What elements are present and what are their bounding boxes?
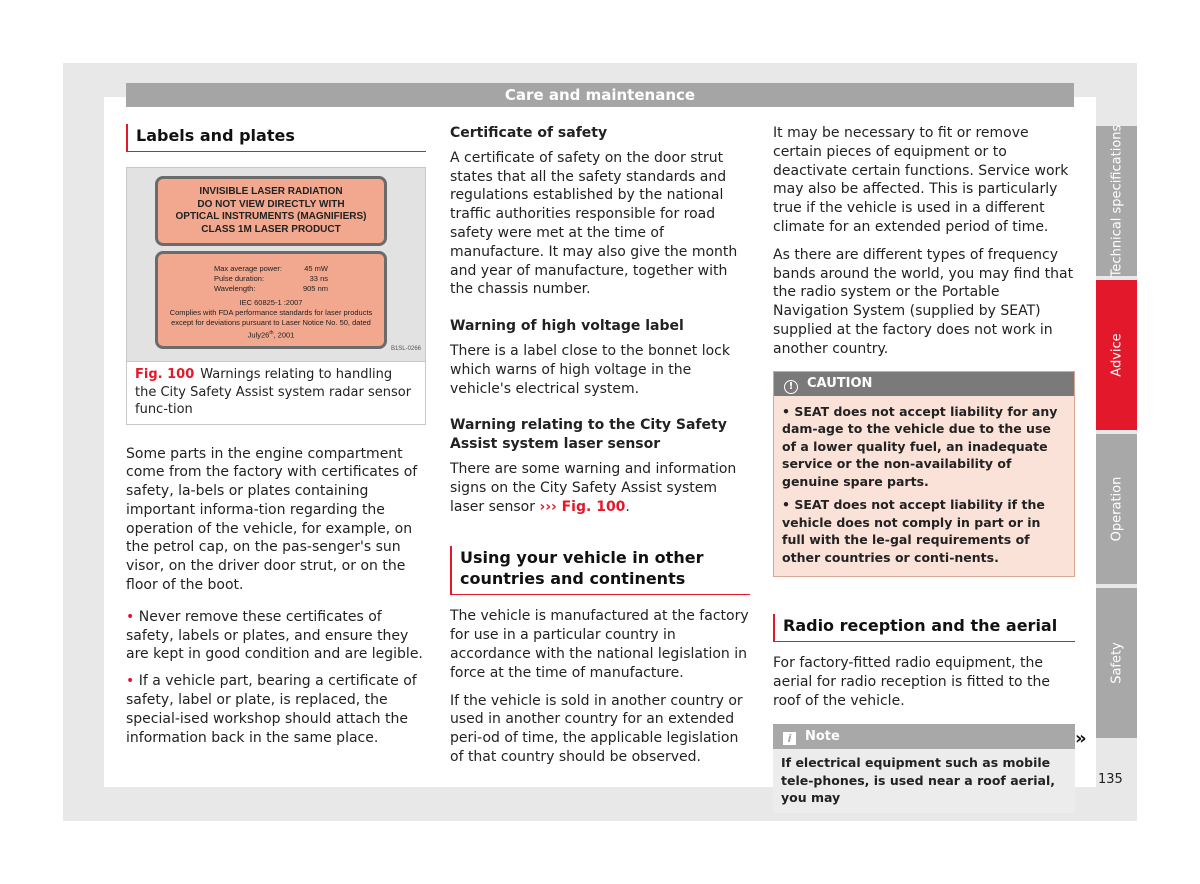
tab-label: Safety [1109, 642, 1124, 684]
bullet-dot-icon: • [782, 497, 790, 513]
labels-paragraph: Some parts in the engine compartment come from the factory with certificates of safety, la-bels or plates containing important informa-tion regarding the operation of the vehicle, for example, on the petrol cap, on the pas-senger's sun visor, on the driver door strut, or on the floor of the boot. [126, 445, 418, 594]
image-code: B1SL-0266 [390, 346, 421, 353]
continue-arrow-icon: » [1075, 728, 1087, 749]
label-line: DO NOT VIEW DIRECTLY WITH [197, 198, 345, 210]
tab-technical-specifications[interactable] [1096, 126, 1137, 276]
caution-text: SEAT does not accept liability for any dam-age to the vehicle due to the use of a lower quality fuel, an inadequate service or the non-availability of genuine spare parts. [782, 403, 1058, 489]
laser-paragraph [450, 460, 750, 516]
equipment-paragraph: It may be necessary to fit or remove certain pieces of equipment or to deactivate certain functions. Service work may also be affected. This is particularly true if the vehicle is used in a different climate for an extended period of time. [773, 125, 1069, 235]
figure-reference-link[interactable]: ››› Fig. 100 [539, 498, 626, 515]
tab-label: Technical specifications [1109, 124, 1124, 278]
high-voltage-paragraph: There is a label close to the bonnet lock which warns of high voltage in the vehicle's electrical system. [450, 342, 730, 397]
spec-value: 33 ns [309, 274, 328, 283]
spec-key: Max average power: [214, 264, 282, 273]
spec-key: Pulse duration: [214, 274, 265, 283]
laser-warning-label [155, 176, 387, 246]
bullet-dot-icon: • [782, 403, 790, 419]
spec-key: Wavelength: [214, 284, 256, 293]
column-2 [450, 124, 750, 775]
subtitle-high-voltage: Warning of high voltage label [450, 318, 684, 335]
spec-value: 45 mW [304, 264, 328, 273]
date-suffix: , 2001 [273, 330, 295, 340]
column-3 [773, 124, 1075, 813]
frequency-paragraph: As there are different types of frequency bands around the world, you may find that the radio system or the Portable Navigation System (supplied by SEAT) supplied at the factory does not work in another country. [773, 246, 1074, 357]
tab-safety[interactable] [1096, 588, 1137, 738]
bullet-dot-icon: • [126, 673, 135, 690]
note-box [773, 724, 1075, 813]
caution-title: CAUTION [807, 375, 873, 391]
caution-item [782, 496, 1066, 566]
caution-text: SEAT does not accept liability if the vehicle does not comply in part or in full with the le-gal requirements of other countries or conti-nents. [782, 497, 1045, 565]
figure-100 [126, 167, 426, 425]
laser-text: There are some warning and information signs on the City Safety Assist system laser sensor [450, 460, 737, 515]
laser-warning-labels-image [127, 168, 425, 362]
laser-end: . [625, 498, 630, 515]
caution-icon: ! [784, 380, 798, 394]
chapter-header: Care and maintenance [126, 83, 1074, 107]
bullet-text: If a vehicle part, bearing a certificate of safety, label or plate, is replaced, the special-ised workshop should attach the information back in the same place. [126, 673, 417, 746]
laser-specs-label [155, 251, 387, 349]
label-line: CLASS 1M LASER PRODUCT [201, 223, 341, 235]
compliance-line: Complies with FDA performance standards for laser products [169, 308, 373, 317]
caution-header [774, 372, 1074, 396]
section-title-labels-and-plates: Labels and plates [126, 124, 426, 152]
bullet-text: Never remove these certificates of safety, labels or plates, and ensure they are kept in good condition and are legible. [126, 608, 423, 663]
tab-label: Operation [1109, 476, 1124, 542]
spec-grid [214, 264, 328, 294]
bullet-item [126, 672, 426, 747]
column-1 [126, 124, 426, 755]
bullet-item [126, 608, 426, 664]
standard-text: IEC 60825-1 :2007 [239, 298, 303, 307]
caution-body [774, 396, 1074, 577]
compliance-line: except for deviations pursuant to Laser Notice No. 50, dated [171, 318, 371, 327]
date-prefix: July26 [247, 330, 270, 340]
note-body: If electrical equipment such as mobile tele-phones, is used near a roof aerial, you may [773, 749, 1075, 813]
section-title-radio-reception: Radio reception and the aerial [773, 614, 1075, 642]
tab-advice[interactable] [1096, 280, 1137, 430]
spec-value: 905 nm [302, 284, 328, 293]
info-icon: i [783, 732, 796, 745]
tab-label: Advice [1109, 333, 1124, 377]
subtitle-laser-sensor: Warning relating to the City Safety Assist system laser sensor [450, 417, 727, 453]
page-number: 135 [1098, 772, 1123, 787]
radio-paragraph: For factory-fitted radio equipment, the aerial for radio reception is fitted to the roof of the vehicle. [773, 655, 1050, 709]
tab-operation[interactable] [1096, 434, 1137, 584]
certificate-paragraph: A certificate of safety on the door strut states that all the safety standards and regulations established by the national traffic authorities responsible for road safety were met at the time of manufacture. It may also give the month and year of manufacture, together with the chassis number. [450, 149, 738, 298]
bullet-dot-icon: • [126, 608, 135, 625]
caution-item [782, 403, 1066, 491]
label-line: INVISIBLE LASER RADIATION [199, 186, 343, 197]
note-header [773, 724, 1075, 749]
figure-caption-text: Warnings relating to handling the City Safety Assist system radar sensor func-tion [135, 367, 412, 417]
subtitle-certificate: Certificate of safety [450, 125, 608, 141]
countries-paragraph-1: The vehicle is manufactured at the factory for use in a particular country in accordance with the national legislation in force at the time of manufacture. [450, 608, 749, 681]
countries-paragraph-2: If the vehicle is sold in another country or used in another country for an extended peri-od of time, the applicable legislation of that country should be observed. [450, 692, 743, 765]
caution-box [773, 371, 1075, 578]
date-sup: th [269, 330, 274, 336]
label-line: OPTICAL INSTRUMENTS (MAGNIFIERS) [175, 211, 367, 222]
section-title-other-countries: Using your vehicle in other countries and continents [450, 546, 750, 595]
figure-caption [127, 362, 425, 424]
compliance-date [158, 328, 384, 341]
figure-number: Fig. 100 [135, 367, 195, 382]
note-title: Note [805, 729, 840, 745]
